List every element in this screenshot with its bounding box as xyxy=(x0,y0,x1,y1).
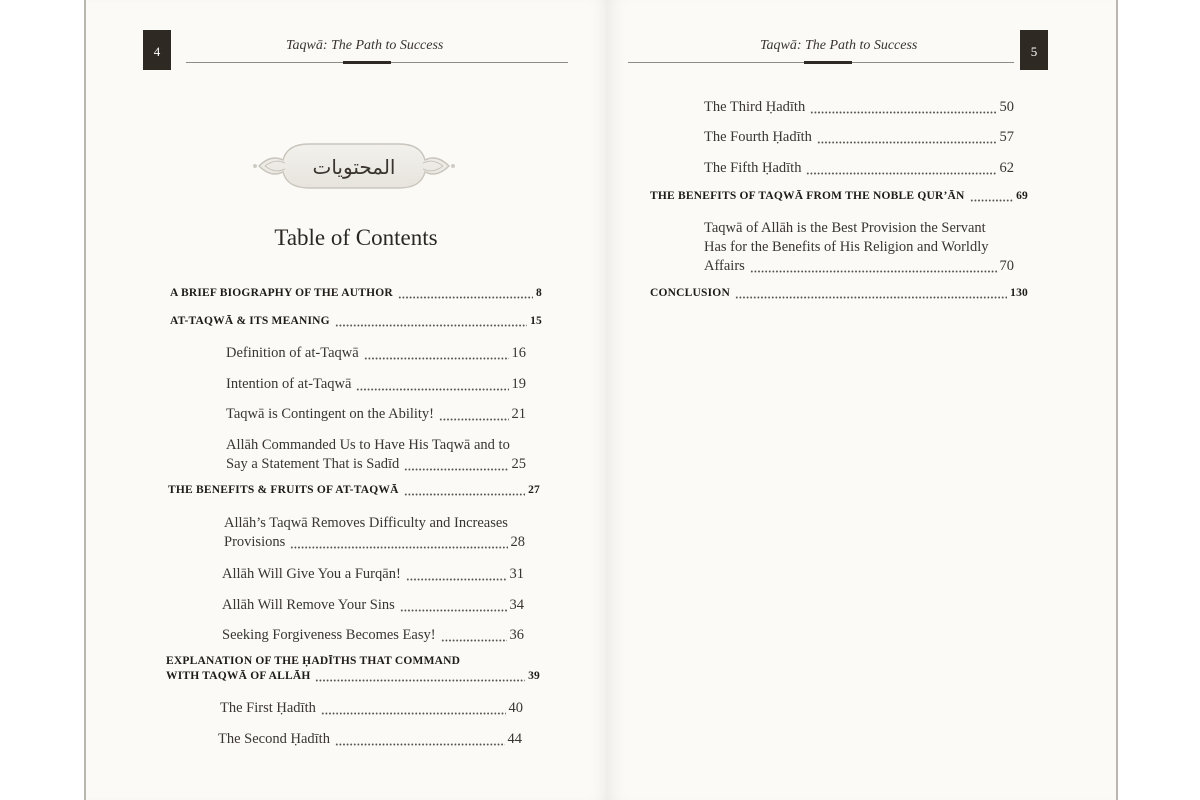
toc-entry-title xyxy=(224,514,525,552)
toc-page-number: 31 xyxy=(509,566,524,582)
toc-entry-line: Allāh Will Give You a Furqān! xyxy=(222,566,401,582)
toc-section-entry xyxy=(222,596,524,615)
toc-entry-title xyxy=(218,730,522,749)
page-number-left: 4 xyxy=(143,30,171,70)
dot-leader xyxy=(817,132,997,144)
toc-entry-title xyxy=(650,189,1028,204)
toc-entry-line: Allāh Commanded Us to Have His Taqwā and to xyxy=(226,437,510,453)
toc-entry-title xyxy=(168,483,540,498)
arabic-heading: المحتويات xyxy=(312,155,396,179)
toc-page-number: 130 xyxy=(1010,287,1028,299)
toc-entry-title xyxy=(650,286,1028,301)
toc-entry-line: A BRIEF BIOGRAPHY OF THE AUTHOR xyxy=(170,287,393,299)
dot-leader xyxy=(400,600,507,612)
toc-section-entry xyxy=(218,730,522,749)
toc-entry-title xyxy=(222,565,524,584)
dot-leader xyxy=(970,192,1014,202)
toc-page-number: 8 xyxy=(536,287,542,299)
dot-leader xyxy=(750,261,997,273)
toc-page-number: 69 xyxy=(1016,190,1028,202)
toc-entry-title xyxy=(226,344,526,363)
toc-section-entry xyxy=(704,219,1014,276)
toc-page-number: 19 xyxy=(511,376,526,392)
dot-leader xyxy=(398,289,533,299)
toc-entry-title xyxy=(170,286,542,301)
toc-section-entry xyxy=(226,344,526,363)
dot-leader xyxy=(356,379,508,391)
toc-entry-line: THE BENEFITS & FRUITS OF AT-TAQWĀ xyxy=(168,484,399,496)
toc-section-entry xyxy=(226,405,526,424)
dot-leader xyxy=(335,317,527,327)
toc-entry-title xyxy=(166,654,540,684)
toc-entry-title xyxy=(226,436,526,474)
toc-entry-line: WITH TAQWĀ OF ALLĀH xyxy=(166,670,311,682)
toc-section-entry xyxy=(222,565,524,584)
toc-page-number: 70 xyxy=(999,258,1014,274)
toc-entry-line: The Third Ḥadīth xyxy=(704,99,806,115)
dot-leader xyxy=(335,734,505,746)
toc-page-number: 39 xyxy=(528,670,540,682)
right-page xyxy=(608,0,1118,800)
dot-leader xyxy=(321,703,506,715)
toc-section-entry xyxy=(226,436,526,474)
toc-entry-title xyxy=(226,405,526,424)
toc-entry-line: Seeking Forgiveness Becomes Easy! xyxy=(222,627,436,643)
toc-entry-line: Provisions xyxy=(224,534,286,550)
header-rule-mark-right xyxy=(804,61,852,64)
toc-entry-line: THE BENEFITS OF TAQWĀ FROM THE NOBLE QUR’ĀN xyxy=(650,190,965,202)
dot-leader xyxy=(404,486,526,496)
header-rule-mark-left xyxy=(343,61,391,64)
toc-entry-line: Intention of at-Taqwā xyxy=(226,376,352,392)
toc-page-number: 27 xyxy=(528,484,540,496)
dot-leader xyxy=(439,409,508,421)
running-title-right: Taqwā: The Path to Success xyxy=(760,38,918,53)
toc-section-entry xyxy=(704,128,1014,147)
toc-page-number: 21 xyxy=(511,406,526,422)
toc-section-entry xyxy=(226,375,526,394)
toc-chapter-entry xyxy=(170,286,542,301)
dot-leader xyxy=(441,630,507,642)
toc-entry-title xyxy=(222,626,524,645)
toc-section-entry xyxy=(222,626,524,645)
toc-entry-line: Say a Statement That is Sadīd xyxy=(226,456,400,472)
dot-leader xyxy=(290,537,507,549)
left-page xyxy=(84,0,610,800)
toc-page-number: 44 xyxy=(507,731,522,747)
toc-entry-title xyxy=(704,159,1014,178)
toc-entry-title xyxy=(704,219,1014,276)
toc-entry-title xyxy=(170,314,542,329)
toc-entry-title xyxy=(704,98,1014,117)
toc-entry-line: EXPLANATION OF THE ḤADĪTHS THAT COMMAND xyxy=(166,655,461,667)
toc-section-entry xyxy=(704,159,1014,178)
toc-chapter-entry xyxy=(650,189,1028,204)
toc-page-number: 50 xyxy=(999,99,1014,115)
page-number-right: 5 xyxy=(1020,30,1048,70)
page-title: Table of Contents xyxy=(274,225,438,250)
toc-entry-line: Taqwā of Allāh is the Best Provision the Servant xyxy=(704,220,986,236)
toc-page-number: 25 xyxy=(511,456,526,472)
toc-entry-line: The Second Ḥadīth xyxy=(218,731,330,747)
toc-chapter-entry xyxy=(170,314,542,329)
dot-leader xyxy=(406,569,507,581)
toc-page-number: 36 xyxy=(509,627,524,643)
toc-page-number: 16 xyxy=(511,345,526,361)
dot-leader xyxy=(806,163,996,175)
toc-page-number: 15 xyxy=(530,315,542,327)
toc-entry-line: Affairs xyxy=(704,258,745,274)
toc-section-entry xyxy=(220,699,523,718)
toc-entry-title xyxy=(222,596,524,615)
dot-leader xyxy=(735,289,1007,299)
toc-page-number: 40 xyxy=(508,700,523,716)
toc-page-number: 34 xyxy=(509,597,524,613)
toc-entry-line: The Fourth Ḥadīth xyxy=(704,129,812,145)
toc-entry-line: Has for the Benefits of His Religion and Worldly xyxy=(704,239,989,255)
dot-leader xyxy=(404,459,508,471)
toc-page-number: 62 xyxy=(999,160,1014,176)
toc-entry-line: Taqwā is Contingent on the Ability! xyxy=(226,406,435,422)
toc-page-number: 57 xyxy=(999,129,1014,145)
toc-page-number: 28 xyxy=(510,534,525,550)
dot-leader xyxy=(315,672,525,682)
toc-section-entry xyxy=(704,98,1014,117)
toc-entry-line: Allāh Will Remove Your Sins xyxy=(222,597,395,613)
toc-entry-title xyxy=(220,699,523,718)
toc-section-entry xyxy=(224,514,525,552)
toc-entry-line: CONCLUSION xyxy=(650,287,730,299)
toc-entry-line: The First Ḥadīth xyxy=(220,700,316,716)
toc-entry-title xyxy=(226,375,526,394)
toc-chapter-entry xyxy=(650,286,1028,301)
dot-leader xyxy=(810,102,996,114)
toc-entry-line: Definition of at-Taqwā xyxy=(226,345,359,361)
running-title-left: Taqwā: The Path to Success xyxy=(286,38,444,53)
toc-entry-line: AT-TAQWĀ & ITS MEANING xyxy=(170,315,330,327)
toc-chapter-entry xyxy=(166,654,540,684)
toc-entry-line: The Fifth Ḥadīth xyxy=(704,160,802,176)
toc-entry-title xyxy=(704,128,1014,147)
arabic-cartouche-ornament xyxy=(249,136,459,196)
dot-leader xyxy=(364,348,509,360)
toc-chapter-entry xyxy=(168,483,540,498)
toc-entry-line: Allāh’s Taqwā Removes Difficulty and Increases xyxy=(224,515,508,531)
